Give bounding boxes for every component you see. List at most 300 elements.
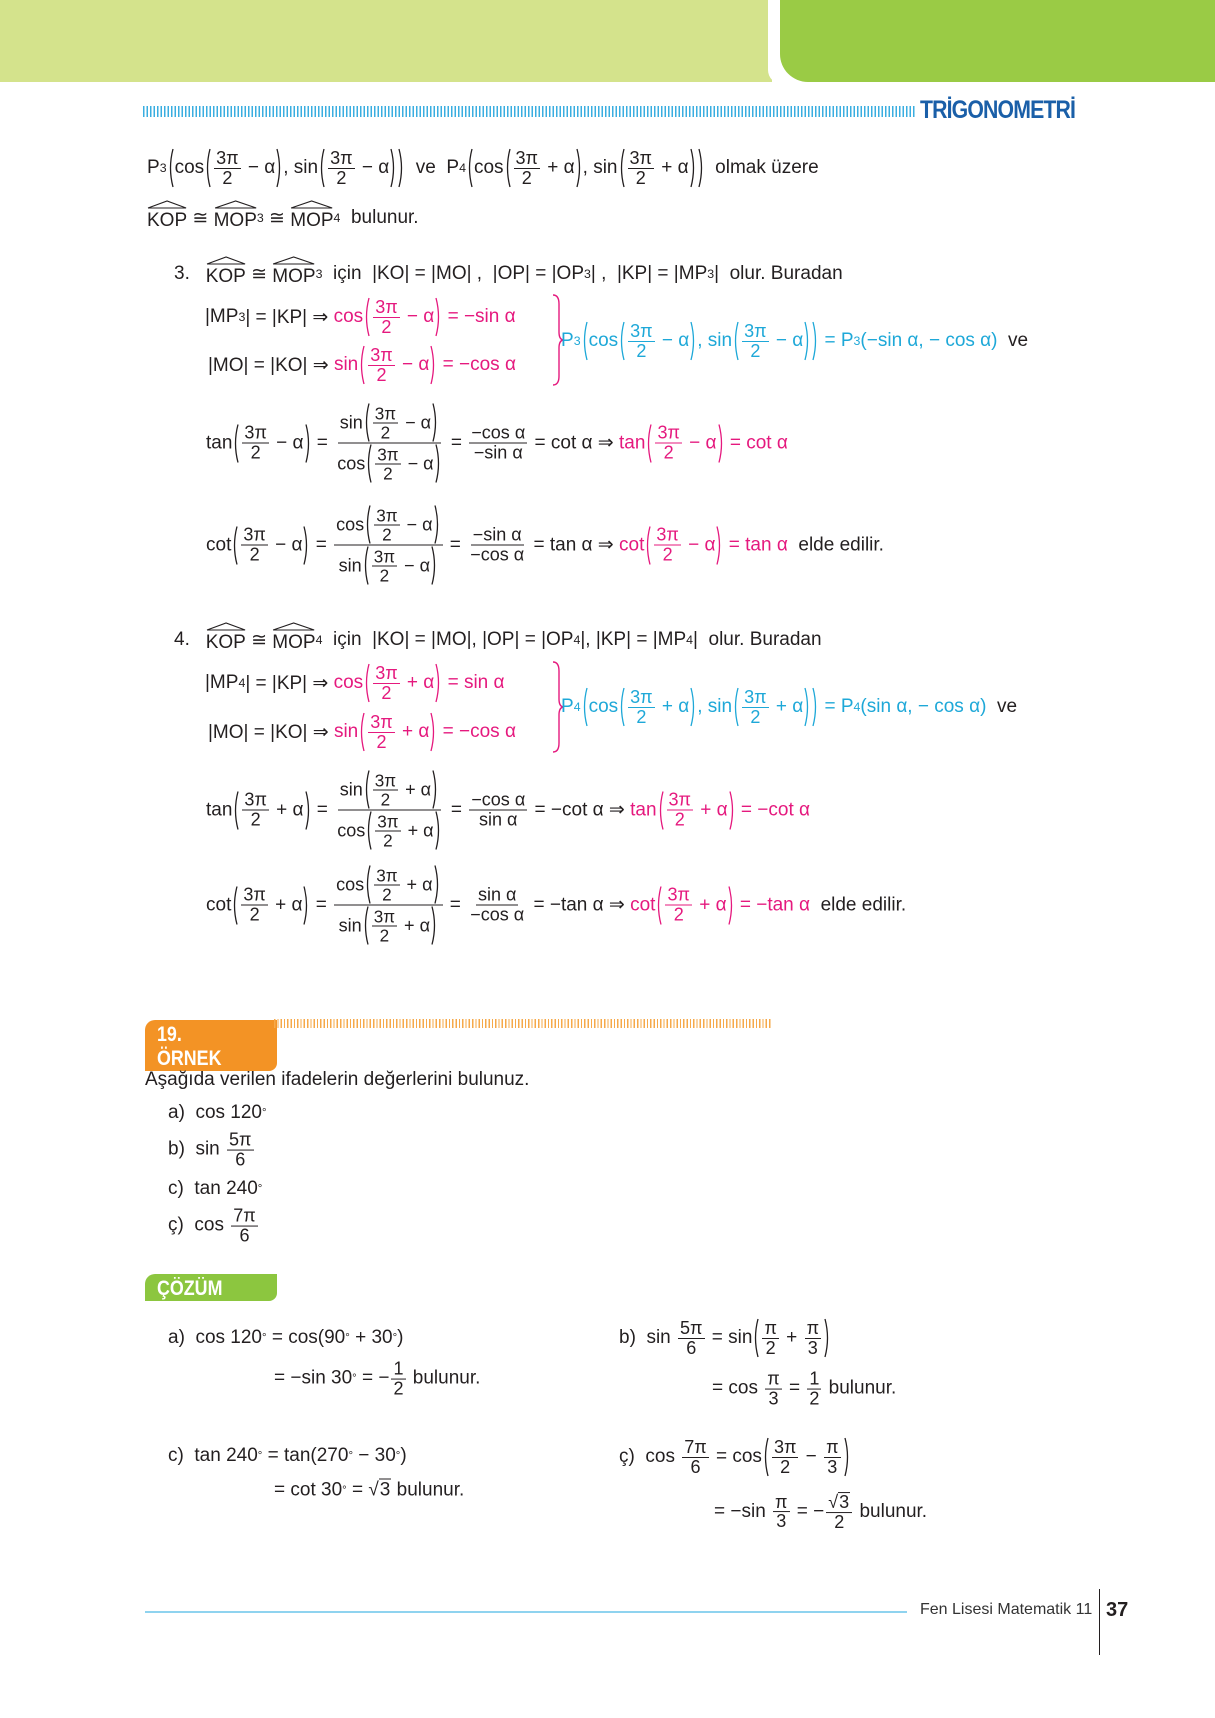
math-text: 6	[239, 1225, 250, 1246]
numerator	[372, 547, 397, 566]
math-text: 2	[393, 1378, 404, 1399]
solution-line	[712, 1370, 896, 1409]
footer-book-title: Fen Lisesi Matematik 11	[920, 1601, 1093, 1618]
math-text: 3π	[373, 546, 396, 567]
left-paren-icon	[618, 687, 626, 727]
paren-content	[372, 865, 432, 905]
math-text: 2	[673, 904, 684, 925]
paren-content	[474, 148, 697, 188]
paren-group	[362, 546, 438, 586]
math-text: 3π	[376, 865, 398, 886]
math-text: (sin α, − cos α)	[860, 696, 987, 717]
radical-sign-icon: √	[828, 1492, 839, 1513]
solution-line	[168, 1445, 407, 1467]
math-text: 5π	[680, 1317, 703, 1338]
denominator	[249, 444, 263, 463]
denominator	[634, 708, 648, 727]
paren-group	[644, 525, 723, 565]
math-text: 4.	[174, 629, 206, 650]
math-text: 2	[382, 524, 392, 544]
numerator	[824, 1438, 840, 1458]
numerator	[242, 424, 268, 444]
radicand: 3	[839, 1492, 850, 1513]
math-text: c) tan 240	[168, 1178, 258, 1199]
math-text: 2	[662, 544, 673, 565]
subscript: 4	[853, 700, 861, 714]
arc-text: MOP	[272, 632, 316, 653]
math-text: = −cot α ⇒	[529, 799, 631, 821]
math-text: π	[806, 1317, 820, 1338]
math-text: , sin	[697, 330, 733, 351]
math-text: 3	[768, 1388, 779, 1409]
numerator	[654, 526, 680, 546]
numerator	[655, 424, 681, 444]
numerator	[334, 865, 442, 906]
math-text: cos	[336, 514, 365, 535]
math-text: 2	[635, 167, 646, 188]
paren-group	[231, 885, 310, 925]
superscript: °	[257, 1450, 263, 1462]
math-text: − α	[269, 534, 303, 555]
math-text: | , |KP| = |MP	[590, 263, 708, 284]
header-band-dark	[780, 0, 1215, 82]
denominator	[468, 906, 526, 925]
math-text: cot	[619, 534, 645, 555]
math-text: bulunur.	[407, 1368, 481, 1389]
math-text: − α	[402, 453, 434, 474]
math-text: −sin α	[472, 524, 522, 545]
paren-group	[358, 712, 437, 752]
example-badge	[145, 1020, 277, 1071]
math-text: sin	[333, 721, 359, 742]
math-text: 2	[380, 422, 391, 442]
left-paren-icon	[231, 525, 239, 565]
square-root	[368, 1479, 391, 1502]
math-text: a) cos 120	[168, 1102, 262, 1123]
arc-hat-icon	[206, 622, 246, 631]
math-text: ≅	[245, 263, 273, 285]
math-text: π	[826, 1436, 839, 1457]
right-paren-icon	[302, 885, 310, 925]
denominator	[806, 1339, 820, 1358]
highlighted-expression	[334, 663, 505, 703]
right-paren-icon	[811, 321, 819, 361]
arc-hat-icon	[206, 256, 246, 265]
math-text: cos	[336, 874, 365, 895]
fraction	[373, 404, 398, 441]
numerator	[805, 1319, 821, 1339]
numerator	[375, 812, 400, 831]
fraction	[227, 1131, 253, 1170]
math-text: bulunur.	[391, 1479, 465, 1500]
math-text: = tan(270	[262, 1445, 349, 1466]
numerator	[328, 149, 354, 169]
left-paren-icon	[363, 297, 371, 337]
math-text: için |KO| = |MO|, |OP| = |OP	[322, 629, 574, 650]
math-text: elde edilir.	[810, 894, 907, 915]
right-paren-icon	[302, 525, 310, 565]
arc-label	[147, 204, 187, 232]
arc-label	[206, 626, 246, 654]
numerator	[628, 322, 654, 342]
numerator	[373, 771, 398, 790]
paren-content	[240, 790, 303, 830]
math-text: cot	[206, 534, 232, 555]
left-paren-icon	[358, 712, 366, 752]
right-paren-icon	[434, 444, 442, 484]
math-text: 3π	[374, 770, 397, 791]
example-item	[168, 1131, 256, 1170]
right-paren-icon	[430, 906, 438, 946]
fraction	[241, 526, 267, 565]
arc-text: MOP	[213, 210, 257, 231]
paren-content	[372, 505, 432, 545]
right-paren-icon	[697, 148, 705, 188]
math-text: π	[764, 1317, 777, 1338]
paren-group	[655, 885, 734, 925]
math-text: −	[800, 1446, 823, 1467]
math-text: 3π	[373, 906, 396, 927]
numerator	[772, 1438, 798, 1458]
math-text: −cos α	[471, 422, 526, 443]
page-number: 37	[1106, 1599, 1129, 1621]
paren-group	[581, 321, 820, 361]
math-text: a) cos 120	[168, 1327, 262, 1348]
paren-group	[362, 906, 438, 946]
math-line	[174, 260, 843, 288]
numerator	[667, 791, 693, 811]
math-text: b) sin	[619, 1327, 677, 1348]
left-paren-icon	[232, 423, 240, 463]
math-text: + α	[693, 894, 727, 915]
right-paren-icon	[823, 1318, 831, 1358]
math-text: = cos	[710, 1446, 762, 1467]
subscript: 3	[159, 161, 167, 175]
numerator	[373, 664, 399, 684]
math-text: ≅	[187, 207, 214, 229]
math-text: 6	[690, 1456, 701, 1477]
math-text: +	[780, 1327, 803, 1348]
denominator	[391, 1380, 405, 1399]
right-paren-icon	[727, 885, 735, 925]
paren-group	[167, 148, 406, 188]
math-text: =	[310, 894, 333, 915]
arc-hat-icon	[214, 200, 257, 209]
math-text: 3π	[370, 711, 393, 732]
right-paren-icon	[717, 423, 725, 463]
superscript: °	[345, 1332, 350, 1344]
paren-group	[504, 148, 583, 188]
math-text: | = |KP| ⇒	[245, 306, 334, 328]
denominator	[807, 1390, 821, 1409]
chapter-title: TRİGONOMETRİ	[920, 96, 1076, 124]
math-text: ç) cos	[168, 1215, 230, 1236]
math-text: + α	[269, 894, 303, 915]
math-text: ve P	[405, 157, 460, 178]
math-text: |MO| = |KO| ⇒	[208, 354, 334, 376]
numerator	[628, 149, 654, 169]
example-item	[168, 1178, 262, 1200]
solution-line	[619, 1437, 851, 1477]
math-text: | = |KP| ⇒	[245, 672, 334, 694]
left-paren-icon	[504, 148, 512, 188]
paren-group	[645, 423, 724, 463]
math-text: − 30	[353, 1445, 396, 1466]
paren-content	[366, 712, 429, 752]
fraction	[682, 1438, 708, 1477]
left-paren-icon	[363, 403, 371, 443]
math-text: = −sin α	[442, 306, 516, 327]
math-text: sin	[339, 412, 363, 433]
numerator	[682, 1438, 708, 1458]
numerator	[242, 791, 268, 811]
numerator	[338, 770, 441, 811]
math-line	[561, 321, 1028, 361]
math-text: 2	[249, 544, 260, 565]
paren-content	[212, 148, 275, 188]
math-text: 2	[765, 1337, 776, 1358]
denominator	[688, 1458, 702, 1477]
arc-label	[272, 260, 315, 288]
right-paren-icon	[433, 865, 441, 905]
subscript: 4	[573, 700, 581, 714]
numerator	[826, 1492, 852, 1513]
header-band-light	[0, 0, 772, 82]
math-text: 2	[834, 1512, 845, 1532]
numerator	[368, 346, 394, 366]
denominator	[379, 790, 393, 808]
paren-content	[589, 321, 812, 361]
math-line	[206, 770, 810, 851]
highlighted-expression	[619, 403, 788, 484]
denominator	[748, 708, 762, 727]
math-text: = cos(90	[266, 1327, 346, 1348]
fraction	[372, 547, 397, 584]
denominator	[634, 169, 648, 188]
denominator	[379, 318, 393, 337]
math-text: 2	[250, 809, 261, 830]
math-text: = tan α ⇒	[528, 534, 620, 556]
left-paren-icon	[362, 546, 370, 586]
math-text: −sin α	[473, 442, 523, 463]
arc-text: MOP	[272, 266, 316, 287]
paren-group	[618, 321, 697, 361]
paren-content	[626, 148, 689, 188]
math-text: + α	[770, 696, 804, 717]
fraction	[654, 526, 680, 565]
math-text: = cos	[712, 1378, 764, 1399]
math-text: = P	[819, 696, 854, 717]
highlighted-expression	[561, 321, 998, 361]
denominator	[335, 811, 443, 851]
math-text: π	[775, 1491, 788, 1512]
superscript: °	[348, 1450, 353, 1462]
math-text: =	[445, 799, 468, 820]
fraction	[214, 149, 240, 188]
right-paren-icon	[434, 663, 442, 703]
math-line	[206, 505, 884, 586]
paren-group	[581, 687, 820, 727]
numerator	[807, 1370, 821, 1390]
subscript: 4	[315, 633, 323, 647]
arc-label	[214, 204, 257, 232]
math-text: − α	[399, 555, 431, 576]
math-text: 2	[521, 167, 532, 188]
superscript: °	[257, 1183, 263, 1195]
fraction	[334, 865, 442, 946]
math-text: + α	[656, 696, 690, 717]
math-text: tan	[206, 799, 233, 820]
math-text: =	[311, 799, 334, 820]
superscript: °	[392, 1332, 398, 1344]
numerator	[678, 1319, 704, 1339]
math-text: − α	[396, 354, 430, 375]
paren-group	[732, 321, 811, 361]
numerator	[241, 886, 267, 906]
numerator	[373, 404, 398, 423]
math-text: 1	[809, 1368, 820, 1389]
right-paren-icon	[575, 148, 583, 188]
math-text: =	[311, 432, 334, 453]
denominator	[468, 546, 526, 565]
denominator	[374, 366, 388, 385]
superscript: °	[395, 1450, 401, 1462]
numerator	[391, 1360, 405, 1380]
left-paren-icon	[618, 148, 626, 188]
fraction	[742, 322, 768, 361]
math-text: 3π	[630, 320, 653, 341]
fraction	[373, 771, 398, 808]
right-paren-icon	[304, 423, 312, 463]
math-text: 2	[336, 167, 347, 188]
fraction	[328, 149, 354, 188]
right-paren-icon	[434, 297, 442, 337]
paren-content	[652, 525, 715, 565]
math-text: = −tan α ⇒	[528, 894, 631, 916]
superscript: °	[262, 1107, 267, 1119]
math-text: =	[346, 1479, 369, 1500]
left-paren-icon	[655, 885, 663, 925]
denominator	[662, 444, 676, 463]
highlighted-expression	[334, 297, 516, 337]
math-text: 3π	[375, 296, 398, 317]
left-paren-icon	[645, 423, 653, 463]
numerator	[374, 866, 399, 885]
subscript: 4	[333, 211, 341, 225]
numerator	[665, 886, 691, 906]
math-text: 2	[376, 364, 387, 385]
math-text: − α	[270, 432, 304, 453]
paren-group	[364, 865, 440, 905]
denominator	[334, 169, 348, 188]
math-line	[206, 865, 906, 946]
math-text: + α	[402, 820, 434, 841]
solution-line	[714, 1492, 927, 1532]
math-text: 2	[382, 884, 392, 904]
math-text: 2	[376, 731, 387, 752]
math-text: 3π	[744, 320, 767, 341]
paren-content	[373, 811, 433, 851]
right-paren-icon	[434, 811, 442, 851]
math-text: 2	[222, 167, 233, 188]
math-text: − α	[242, 157, 276, 178]
fraction	[469, 791, 527, 830]
right-paren-icon	[689, 148, 697, 188]
fraction	[765, 1370, 781, 1409]
highlighted-expression	[561, 687, 986, 727]
numerator	[373, 298, 399, 318]
title-dash-rule	[143, 106, 915, 117]
math-line	[174, 626, 822, 654]
math-text: − α	[683, 432, 717, 453]
math-text: c) tan 240	[168, 1445, 258, 1466]
paren-content	[663, 885, 726, 925]
paren-content	[239, 885, 302, 925]
math-text: −cos α	[470, 904, 525, 925]
paren-content	[770, 1437, 843, 1477]
math-line	[208, 712, 516, 752]
math-text: |, |KP| = |MP	[580, 629, 687, 650]
math-text: 3π	[668, 789, 691, 810]
math-text: − α	[400, 412, 432, 433]
fraction	[468, 526, 526, 565]
denominator	[472, 444, 525, 463]
math-text: 2	[663, 442, 674, 463]
left-paren-icon	[362, 906, 370, 946]
left-paren-icon	[365, 444, 373, 484]
example-dash-rule	[274, 1019, 772, 1028]
numerator	[227, 1131, 253, 1151]
fraction	[375, 445, 400, 482]
math-text: cos	[473, 157, 504, 178]
subscript: 3	[315, 267, 323, 281]
paren-content	[740, 321, 803, 361]
denominator	[778, 1458, 792, 1477]
math-text: 3π	[657, 422, 680, 443]
left-paren-icon	[581, 687, 589, 727]
math-text: ve	[997, 330, 1029, 351]
math-text: 3	[776, 1511, 787, 1532]
math-text: 3π	[243, 524, 266, 545]
math-text: = −sin	[714, 1501, 772, 1522]
subscript: 4	[573, 633, 581, 647]
math-text: 2	[383, 463, 393, 483]
math-text: + α	[401, 874, 433, 895]
subscript: 4	[459, 161, 466, 175]
math-text: ≅	[245, 629, 273, 651]
paren-content	[740, 687, 803, 727]
highlighted-expression	[334, 712, 516, 752]
paren-group	[232, 790, 311, 830]
paren-group	[318, 148, 397, 188]
math-text: tan	[206, 432, 233, 453]
radical-sign-icon: √	[368, 1479, 379, 1501]
left-paren-icon	[231, 885, 239, 925]
paren-group	[364, 505, 440, 545]
math-text: 3.	[174, 263, 206, 284]
paren-group	[363, 770, 439, 810]
left-paren-icon	[657, 790, 665, 830]
math-text: 2	[250, 442, 261, 463]
paren-group	[232, 423, 311, 463]
numerator	[372, 907, 397, 926]
fraction	[826, 1492, 852, 1532]
math-text: 6	[686, 1337, 697, 1358]
left-paren-icon	[167, 148, 175, 188]
math-text: P	[147, 157, 160, 178]
math-text: = sin	[706, 1327, 753, 1348]
denominator	[379, 423, 393, 441]
